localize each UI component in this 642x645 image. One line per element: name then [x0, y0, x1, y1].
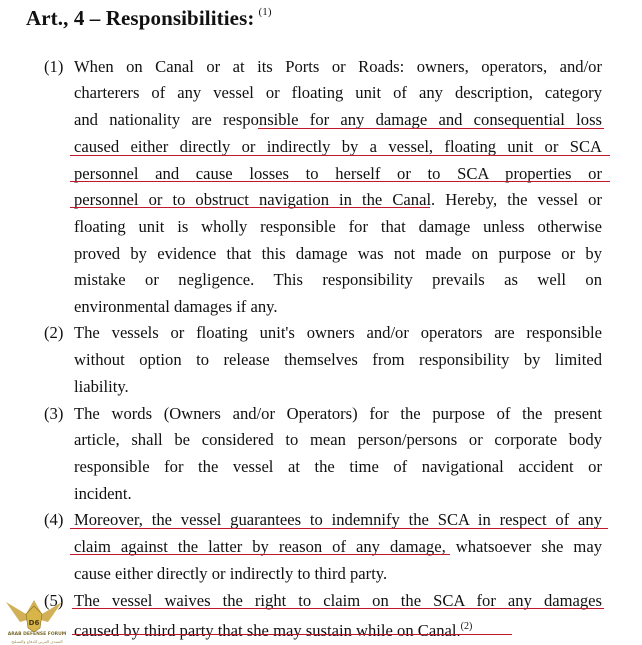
item-2-line-1: The vessels or floating unit's owners and/or operators are responsible	[74, 323, 602, 342]
item-3-line-2: article, shall be considered to mean person/persons or corporate body	[74, 430, 602, 449]
item-1-line-2: charterers of any vessel or floating unit of any description, category	[74, 83, 602, 102]
underline-3	[70, 181, 610, 182]
item-1-line-6: personnel or to obstruct navigation in the Canal. Hereby, the vessel or	[74, 190, 602, 209]
underline-6	[70, 554, 450, 555]
underline-5	[70, 528, 608, 529]
underline-2	[70, 155, 610, 156]
item-1-line-1: When on Canal or at its Ports or Roads: owners, operators, and/or	[74, 57, 602, 76]
underline-8	[72, 634, 512, 635]
heading-footnote-marker: (1)	[258, 6, 272, 18]
item-4-line-1: Moreover, the vessel guarantees to indemnify the SCA in respect of any	[74, 510, 602, 529]
item-1-line-9: mistake or negligence. This responsibility prevails as well on	[74, 270, 602, 289]
item-number-1: (1)	[44, 57, 64, 76]
item-number-5: (5)	[44, 591, 64, 610]
item-1-line-7: floating unit is wholly responsible for that damage unless otherwise	[74, 217, 602, 236]
item-2-line-2: without option to release themselves from responsibility by limited	[74, 350, 602, 369]
item-5-line-1: The vessel waives the right to claim on the SCA for any damages	[74, 591, 602, 610]
item-number-4: (4)	[44, 510, 64, 529]
item-number-2: (2)	[44, 323, 64, 342]
item-4-line-3: cause either directly or indirectly to third party.	[74, 564, 388, 583]
underline-1	[258, 128, 604, 129]
underline-4	[70, 207, 430, 208]
article-heading-text: Art., 4 – Responsibilities:	[26, 6, 255, 30]
item-5-line-2	[74, 616, 602, 642]
article-heading	[26, 6, 272, 31]
item-1-line-3: and nationality are responsible for any damage and consequential loss	[74, 110, 602, 129]
item-4-line-2: claim against the latter by reason of any damage, whatsoever she may	[74, 537, 602, 556]
item-1-line-8: proved by evidence that this damage was not made on purpose or by	[74, 244, 602, 263]
item-1-line-10: environmental damages if any.	[74, 297, 278, 316]
watermark-subtitle: المنتدى العربي للدفاع والتسليح	[11, 639, 63, 644]
svg-text:D6: D6	[28, 619, 40, 627]
item-1-line-5: personnel and cause losses to herself or to SCA properties or	[74, 164, 602, 183]
item-3-line-3: responsible for the vessel at the time of navigational accident or	[74, 457, 602, 476]
item-2-line-3: liability.	[74, 377, 129, 396]
item-3-line-4: incident.	[74, 484, 132, 503]
item-5-line-2-text: caused by third party that she may sustain while on Canal.	[74, 621, 461, 640]
item-5-footnote-marker: (2)	[460, 621, 473, 632]
watermark-title: ARAB DEFENSE FORUM	[7, 632, 67, 637]
underline-7	[72, 608, 604, 609]
item-1-line-4: caused either directly or indirectly by a vessel, floating unit or SCA	[74, 137, 602, 156]
item-number-3: (3)	[44, 404, 64, 423]
item-3-line-1: The words (Owners and/or Operators) for the purpose of the present	[74, 404, 602, 423]
